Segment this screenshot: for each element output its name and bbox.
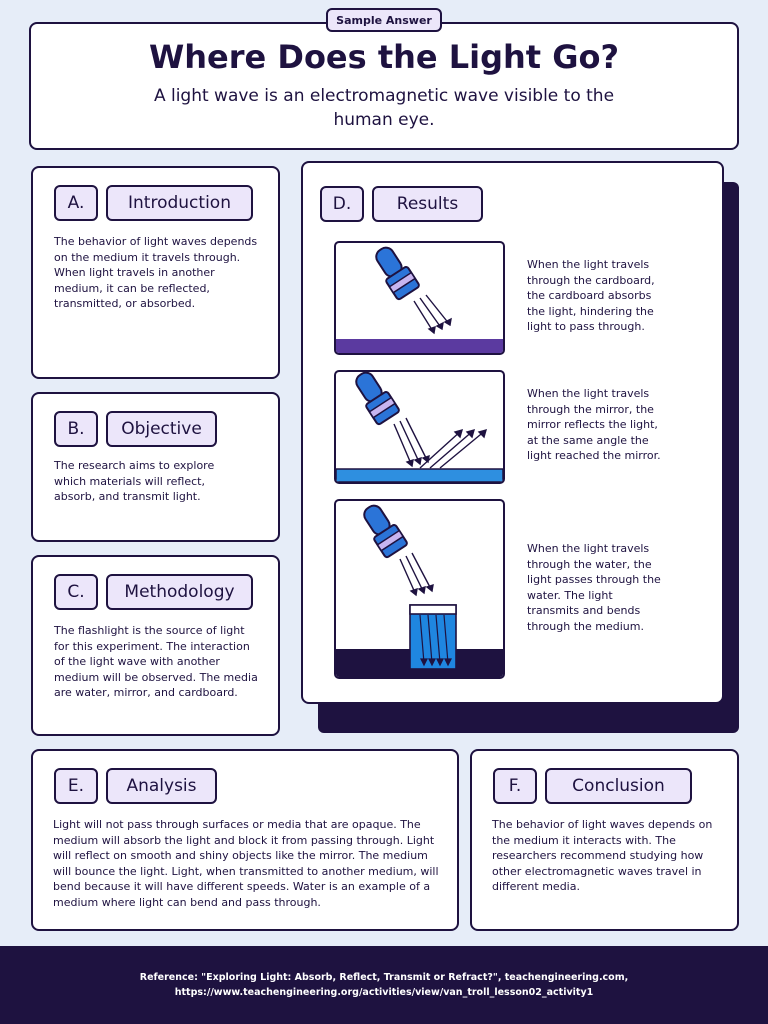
introduction-card (31, 166, 280, 379)
result-text-cardboard: When the light travels through the cardboard, the cardboard absorbs the light, hindering the light to pass through. (527, 258, 655, 333)
reflected-ray-arrows (420, 430, 486, 468)
mirror-surface (336, 469, 503, 482)
introduction-letter: A. (54, 185, 98, 221)
introduction-heading: Introduction (106, 185, 253, 221)
introduction-text: The behavior of light waves depends on the medium it travels through. When light travels in another medium, it can be reflected, transmitted, or absorbed. (54, 235, 258, 310)
objective-card (31, 392, 280, 542)
flashlight-icon (350, 372, 400, 425)
incident-ray-arrows (400, 553, 433, 595)
cardboard-absorb-illustration (334, 241, 505, 355)
page-title: Where Does the Light Go? (148, 38, 620, 76)
methodology-heading: Methodology (106, 574, 253, 610)
incident-ray-arrows (394, 418, 429, 466)
sample-answer-badge: Sample Answer (326, 8, 442, 32)
flashlight-icon (358, 501, 408, 558)
analysis-heading: Analysis (106, 768, 217, 804)
cardboard-surface (336, 339, 503, 353)
methodology-letter: C. (54, 574, 98, 610)
results-heading: Results (372, 186, 483, 222)
light-ray-arrows (414, 295, 451, 333)
reference-footer (0, 946, 768, 1024)
methodology-text: The flashlight is the source of light for this experiment. The interaction of the light wave with another medium will be observed. The media are water, mirror, and cardboard. (54, 624, 258, 699)
analysis-card (31, 749, 459, 931)
objective-text: The research aims to explore which materials will reflect, absorb, and transmit light. (54, 459, 215, 503)
flashlight-icon (370, 243, 420, 300)
analysis-letter: E. (54, 768, 98, 804)
conclusion-text: The behavior of light waves depends on the medium it interacts with. The researchers recommend studying how other electromagnetic waves travel in different media. (492, 818, 713, 893)
water-transmit-illustration (334, 499, 505, 679)
conclusion-letter: F. (493, 768, 537, 804)
title-card (29, 22, 739, 150)
results-card (301, 161, 724, 704)
result-text-mirror: When the light travels through the mirror, the mirror reflects the light, at the same angle the light reached the mirror. (527, 387, 661, 462)
objective-letter: B. (54, 411, 98, 447)
results-letter: D. (320, 186, 364, 222)
water-glass-rim (410, 605, 456, 614)
reference-line-2: https://www.teachengineering.org/activities/view/van_troll_lesson02_activity1 (174, 987, 594, 998)
reference-line-1: Reference: "Exploring Light: Absorb, Reflect, Transmit or Refract?", teachengineering.com, (139, 972, 629, 983)
result-text-water: When the light travels through the water, the light passes through the water. The light transmits and bends through the medium. (527, 542, 661, 633)
conclusion-heading: Conclusion (545, 768, 692, 804)
analysis-text: Light will not pass through surfaces or media that are opaque. The medium will absorb the light and block it from passing through. Light will reflect on smooth and shiny objects like the mirror. The medium will bounce the light. Light, when transmitted to another medium, will bend because it will have different speeds. Water is an example of a medium where light can bend and pass through. (53, 818, 439, 909)
page-subtitle: A light wave is an electromagnetic wave visible to the human eye. (153, 86, 615, 130)
objective-heading: Objective (106, 411, 217, 447)
conclusion-card (470, 749, 739, 931)
mirror-reflect-illustration (334, 370, 505, 484)
methodology-card (31, 555, 280, 736)
